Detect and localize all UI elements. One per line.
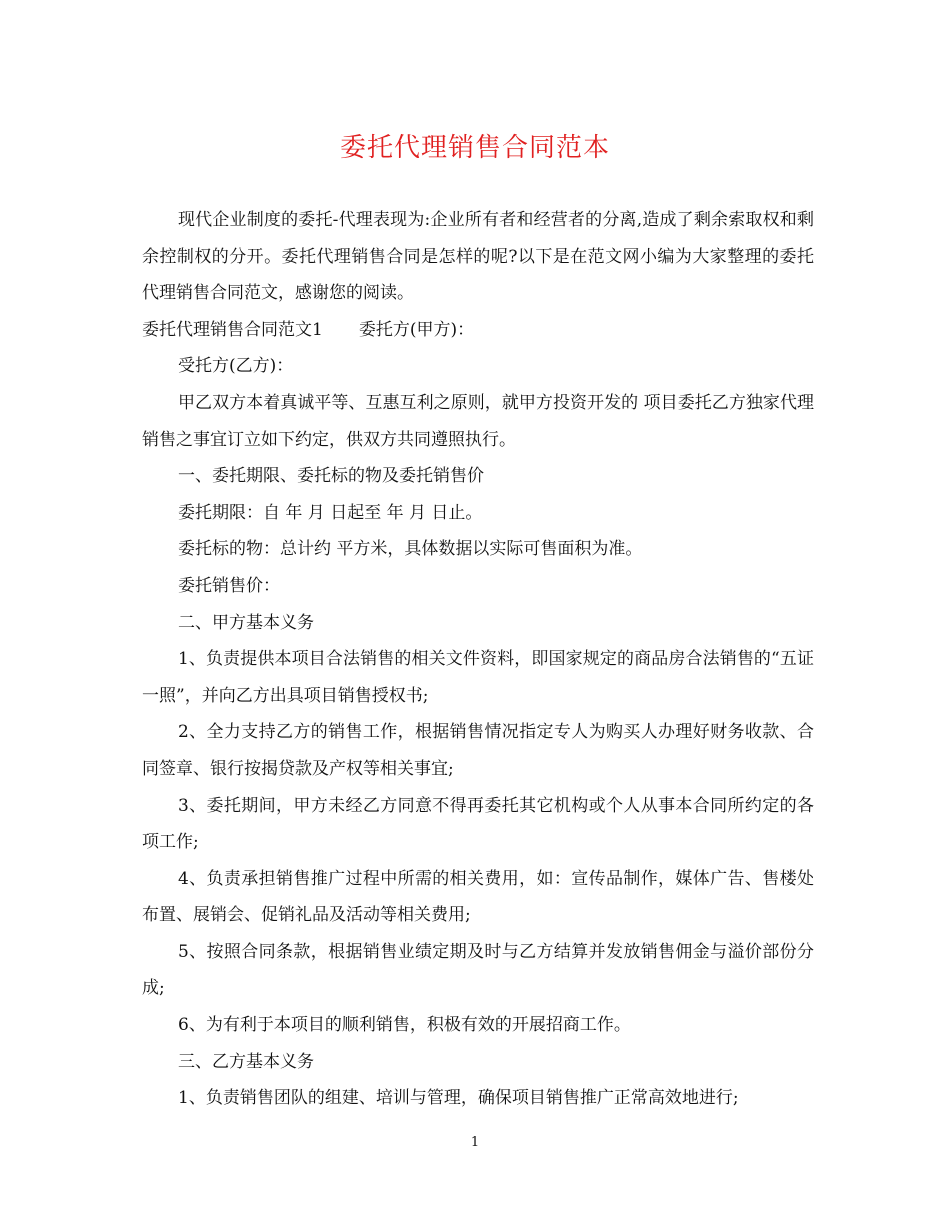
- intro-paragraph: 现代企业制度的委托-代理表现为:企业所有者和经营者的分离,造成了剩余索取权和剩余控制权的分开。委托代理销售合同是怎样的呢?以下是在范文网小编为大家整理的委托代理销售合同范文，感谢您的阅读。: [142, 210, 814, 304]
- section-1-price: 委托销售价：: [178, 575, 280, 596]
- section-3-item: 1、负责销售团队的组建、培训与管理，确保项目销售推广正常高效地进行;: [178, 1088, 739, 1109]
- section-2-item: 1、负责提供本项目合法销售的相关文件资料，即国家规定的商品房合法销售的“五证一照”，并向乙方出具项目销售授权书;: [142, 649, 814, 706]
- section-2-item: 6、为有利于本项目的顺利销售，积极有效的开展招商工作。: [178, 1015, 631, 1036]
- section-3-heading: 三、乙方基本义务: [178, 1051, 314, 1072]
- section-1-subject: 委托标的物：总计约 平方米，具体数据以实际可售面积为准。: [178, 539, 643, 560]
- party-a-label: 委托方(甲方)：: [358, 319, 475, 340]
- section-1-heading: 一、委托期限、委托标的物及委托销售价: [178, 466, 484, 487]
- party-b-label: 受托方(乙方)：: [178, 356, 294, 377]
- section-2-item: 4、负责承担销售推广过程中所需的相关费用，如：宣传品制作，媒体广告、售楼处布置、展销会、促销礼品及活动等相关费用;: [142, 868, 814, 926]
- document-title: 委托代理销售合同范本: [339, 133, 610, 163]
- sample-heading-line: [142, 312, 814, 349]
- section-2-heading: 二、甲方基本义务: [178, 612, 314, 633]
- sample-heading: 委托代理销售合同范文1: [142, 319, 323, 340]
- section-2-item: 2、全力支持乙方的销售工作，根据销售情况指定专人为购买人办理好财务收款、合同签章、银行按揭贷款及产权等相关事宜;: [142, 722, 814, 779]
- page-number: 1: [470, 1135, 480, 1150]
- section-2-item: 5、按照合同条款，根据销售业绩定期及时与乙方结算并发放销售佣金与溢价部份分成;: [142, 941, 814, 999]
- section-2-item: 3、委托期间，甲方未经乙方同意不得再委托其它机构或个人从事本合同所约定的各项工作;: [142, 795, 814, 853]
- preamble-paragraph: 甲乙双方本着真诚平等、互惠互利之原则，就甲方投资开发的 项目委托乙方独家代理销售之事宜订立如下约定，供双方共同遵照执行。: [142, 392, 814, 450]
- document-body: [142, 202, 814, 1117]
- section-1-term: 委托期限：自 年 月 日起至 年 月 日止。: [178, 502, 483, 523]
